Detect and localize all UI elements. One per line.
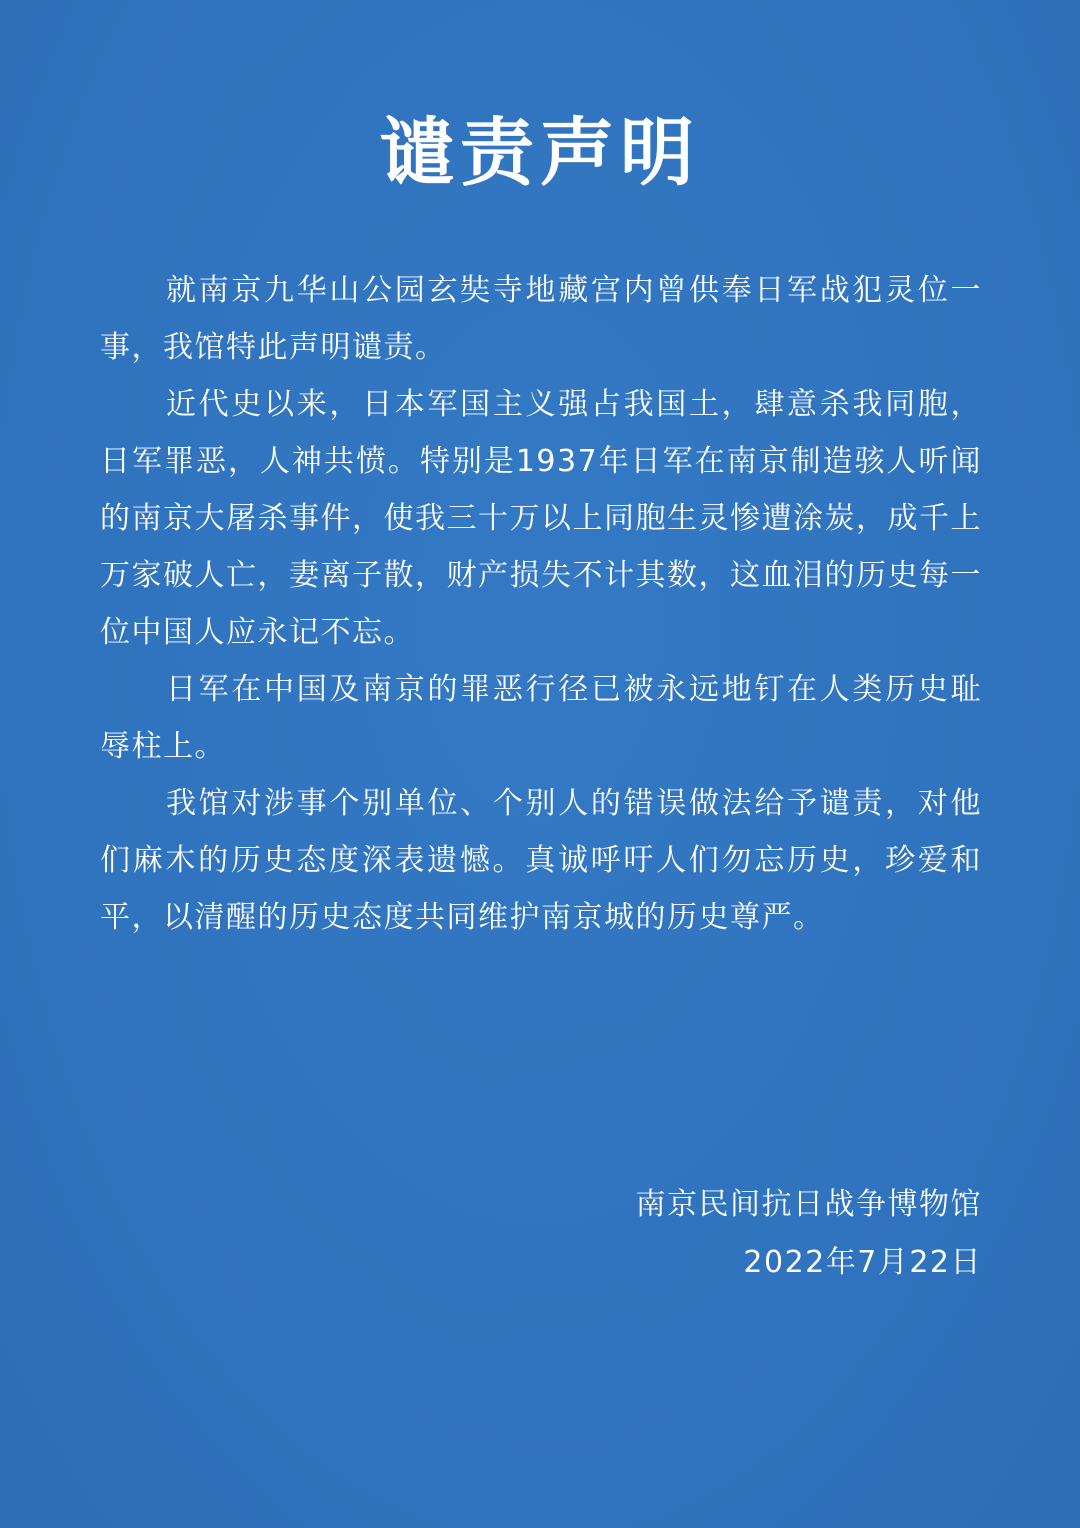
paragraph: 近代史以来，日本军国主义强占我国土，肆意杀我同胞，日军罪恶，人神共愤。特别是1937年日军在南京制造骇人听闻的南京大屠杀事件，使我三十万以上同胞生灵惨遭涂炭，成千上万家破人亡，妻离子散，财产损失不计其数，这血泪的历史每一位中国人应永记不忘。 [100,387,982,650]
paragraph: 我馆对涉事个别单位、个别人的错误做法给予谴责，对他们麻木的历史态度深表遗憾。真诚呼吁人们勿忘历史，珍爱和平，以清醒的历史态度共同维护南京城的历史尊严。 [100,786,982,935]
paragraph: 日军在中国及南京的罪恶行径已被永远地钉在人类历史耻辱柱上。 [100,672,982,764]
paragraph: 就南京九华山公园玄奘寺地藏宫内曾供奉日军战犯灵位一事，我馆特此声明谴责。 [100,273,982,365]
statement-body [100,262,982,946]
signature-organization: 南京民间抗日战争博物馆 [635,1187,982,1222]
signature-date: 2022年7月22日 [743,1245,982,1280]
statement-title: 谴责声明 [380,110,700,196]
signature-block [382,1176,982,1292]
